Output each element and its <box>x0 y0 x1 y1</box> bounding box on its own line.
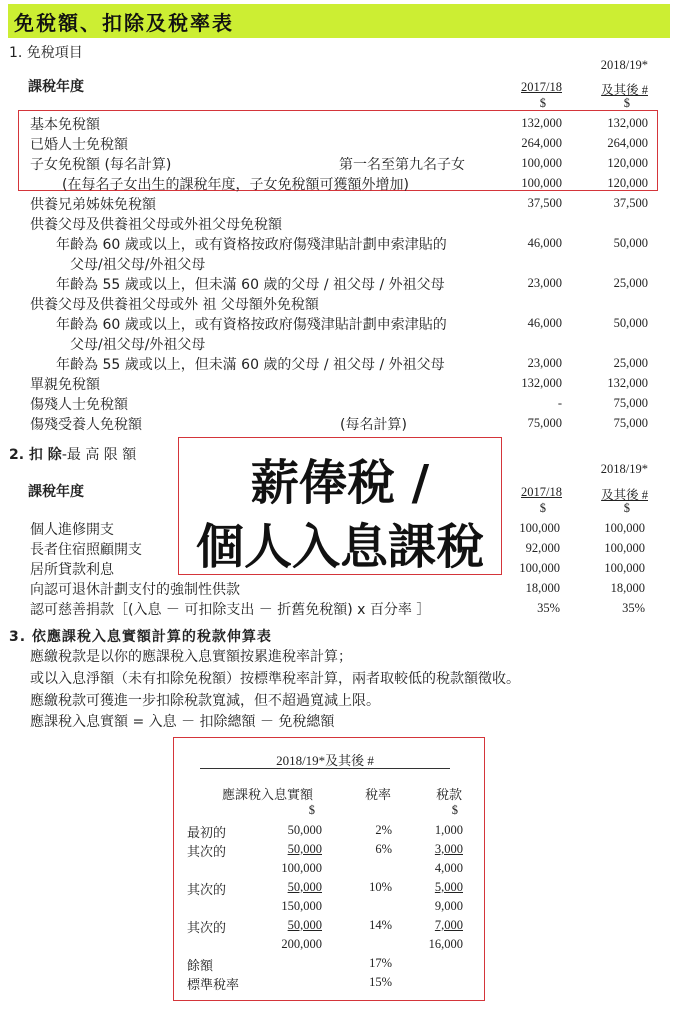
calc-row-label: 其次的 <box>187 845 227 860</box>
allowances-col1-currency: $ <box>539 96 546 110</box>
tax-calc-heading: 3. 依應課稅入息實額計算的稅款伸算表 <box>9 629 272 645</box>
calc-row-label: 最初的 <box>187 826 227 841</box>
calc-row-label: 餘額 <box>187 959 214 974</box>
allowances-col2-year-bottom: 及其後 # <box>601 83 648 97</box>
allowance-label: 子女免稅額 (每名計算) <box>30 157 172 173</box>
deductions-heading-rest: -最 高 限 額 <box>61 447 137 463</box>
deductions-heading-bold: 2. 扣 除 <box>9 447 62 463</box>
allowance-value-2017: 46,000 <box>527 316 562 330</box>
deduction-value-2017: 18,000 <box>525 581 560 595</box>
allowance-value-2018: 25,000 <box>613 276 648 290</box>
calc-row-tax: 1,000 <box>434 823 463 837</box>
allowance-label: 父母/祖父母/外祖父母 <box>70 257 206 273</box>
calc-row-tax: 4,000 <box>434 861 463 875</box>
calc-row-income: 150,000 <box>281 899 322 913</box>
allowance-value-2018: 120,000 <box>607 156 648 170</box>
calc-row-income: 200,000 <box>281 937 322 951</box>
allowances-col1-year: 2017/18 <box>521 80 562 94</box>
deduction-value-2017: 92,000 <box>525 541 560 555</box>
calc-row-label: 其次的 <box>187 921 227 936</box>
allowance-value-2018: 50,000 <box>613 236 648 250</box>
tax-calc-col-rate: 稅率 <box>365 788 392 803</box>
allowance-label: (在每名子女出生的課稅年度，子女免稅額可獲額外增加) <box>62 177 409 193</box>
calc-row-tax: 7,000 <box>434 918 463 932</box>
deduction-value-2018: 100,000 <box>604 561 645 575</box>
page-title: 免稅額、扣除及稅率表 <box>14 11 234 35</box>
allowance-value-2017: 132,000 <box>521 116 562 130</box>
allowance-label: 傷殘人士免稅額 <box>30 397 128 413</box>
tax-calc-line-3: 應繳稅款可獲進一步扣除稅款寬減，但不超過寬減上限。 <box>30 693 380 709</box>
deduction-label: 居所貸款利息 <box>30 562 114 578</box>
calc-row-rate: 15% <box>369 975 392 989</box>
allowance-value-2017: 100,000 <box>521 176 562 190</box>
deductions-col1-year: 2017/18 <box>521 485 562 499</box>
allowance-value-2017: 37,500 <box>527 196 562 210</box>
calc-row-rate: 6% <box>375 842 392 856</box>
calc-row-rate: 2% <box>375 823 392 837</box>
allowance-note: 第一名至第九名子女 <box>339 157 465 173</box>
allowance-value-2018: 132,000 <box>607 376 648 390</box>
tax-calc-table-rule <box>200 768 450 769</box>
tax-calc-col-tax: 稅款 <box>436 788 463 803</box>
deduction-label: 認可慈善捐款［(入息 － 可扣除支出 － 折舊免稅額) x 百分率 ］ <box>30 602 431 618</box>
allowance-label: 年齡為 60 歲或以上，或有資格按政府傷殘津貼計劃申索津貼的 <box>56 237 447 253</box>
allowance-label: 供養父母及供養祖父母或外 祖 父母額外免稅額 <box>30 297 319 313</box>
tax-calc-line-1: 應繳稅款是以你的應課稅入息實額按累進稅率計算； <box>30 649 352 665</box>
allowance-value-2017: 100,000 <box>521 156 562 170</box>
allowance-label: 供養父母及供養祖父母或外祖父母免稅額 <box>30 217 282 233</box>
allowances-col2-currency: $ <box>623 96 630 110</box>
deductions-year-label: 課稅年度 <box>28 484 84 500</box>
stamp-line1: 薪俸稅 / <box>250 455 430 511</box>
tax-calc-line-2: 或以入息淨額（未有扣除免稅額）按標準稅率計算，兩者取較低的稅款額徵收。 <box>30 671 520 687</box>
salaries-tax-stamp <box>178 437 502 575</box>
tax-calc-tax-currency: $ <box>451 803 458 817</box>
allowance-label: 基本免稅額 <box>30 117 100 133</box>
allowance-value-2018: 37,500 <box>613 196 648 210</box>
calc-row-income: 50,000 <box>287 880 322 894</box>
deductions-col2-year-top: 2018/19* <box>600 462 648 476</box>
allowances-col2-year-top: 2018/19* <box>600 58 648 72</box>
allowance-value-2017: 75,000 <box>527 416 562 430</box>
allowances-heading: 1. 免稅項目 <box>9 45 83 61</box>
deduction-value-2017: 35% <box>537 601 560 615</box>
allowance-note: (每名計算) <box>340 417 407 433</box>
deduction-label: 個人進修開支 <box>30 522 114 538</box>
calc-row-tax: 5,000 <box>434 880 463 894</box>
calc-row-rate: 17% <box>369 956 392 970</box>
calc-row-rate: 14% <box>369 918 392 932</box>
tax-calc-table-year: 2018/19*及其後 # <box>276 753 374 768</box>
allowance-label: 年齡為 55 歲或以上，但未滿 60 歲的父母 / 祖父母 / 外祖父母 <box>56 277 445 293</box>
allowance-label: 傷殘受養人免稅額 <box>30 417 142 433</box>
deduction-label: 向認可退休計劃支付的強制性供款 <box>30 582 240 598</box>
allowance-value-2017: 46,000 <box>527 236 562 250</box>
allowance-label: 供養兄弟姊妹免稅額 <box>30 197 156 213</box>
allowance-value-2017: 23,000 <box>527 276 562 290</box>
deduction-label: 長者住宿照顧開支 <box>30 542 142 558</box>
deduction-value-2017: 100,000 <box>519 521 560 535</box>
calc-row-tax: 9,000 <box>434 899 463 913</box>
deduction-value-2018: 35% <box>622 601 645 615</box>
allowance-value-2017: - <box>557 396 562 410</box>
calc-row-income: 50,000 <box>287 823 322 837</box>
tax-calc-income-currency: $ <box>308 803 315 817</box>
calc-row-rate: 10% <box>369 880 392 894</box>
deduction-value-2017: 100,000 <box>519 561 560 575</box>
deductions-col2-year-bottom: 及其後 # <box>601 488 648 502</box>
allowance-value-2018: 50,000 <box>613 316 648 330</box>
calc-row-label: 標準稅率 <box>187 978 240 993</box>
allowances-year-label: 課稅年度 <box>28 79 84 95</box>
calc-row-tax: 16,000 <box>428 937 463 951</box>
allowance-value-2017: 23,000 <box>527 356 562 370</box>
tax-calc-col-income: 應課稅入息實額 <box>222 788 314 803</box>
deductions-col2-currency: $ <box>623 501 630 515</box>
allowance-value-2017: 132,000 <box>521 376 562 390</box>
allowance-label: 已婚人士免稅額 <box>30 137 128 153</box>
allowance-value-2017: 264,000 <box>521 136 562 150</box>
allowance-label: 年齡為 60 歲或以上，或有資格按政府傷殘津貼計劃申索津貼的 <box>56 317 447 333</box>
allowance-value-2018: 264,000 <box>607 136 648 150</box>
deductions-col1-currency: $ <box>539 501 546 515</box>
deductions-heading <box>9 444 136 464</box>
tax-calc-line-4: 應課稅入息實額 = 入息 － 扣除總額 － 免稅總額 <box>30 714 335 730</box>
stamp-line2: 個人入息課稅 <box>195 519 484 575</box>
calc-row-income: 100,000 <box>281 861 322 875</box>
allowance-value-2018: 75,000 <box>613 396 648 410</box>
calc-row-income: 50,000 <box>287 842 322 856</box>
allowance-value-2018: 25,000 <box>613 356 648 370</box>
allowance-label: 父母/祖父母/外祖父母 <box>70 337 206 353</box>
allowance-value-2018: 120,000 <box>607 176 648 190</box>
allowance-label: 年齡為 55 歲或以上，但未滿 60 歲的父母 / 祖父母 / 外祖父母 <box>56 357 445 373</box>
calc-row-label: 其次的 <box>187 883 227 898</box>
calc-row-income: 50,000 <box>287 918 322 932</box>
deduction-value-2018: 18,000 <box>610 581 645 595</box>
calc-row-tax: 3,000 <box>434 842 463 856</box>
deduction-value-2018: 100,000 <box>604 541 645 555</box>
allowance-label: 單親免稅額 <box>30 377 100 393</box>
deduction-value-2018: 100,000 <box>604 521 645 535</box>
allowance-value-2018: 75,000 <box>613 416 648 430</box>
allowance-value-2018: 132,000 <box>607 116 648 130</box>
